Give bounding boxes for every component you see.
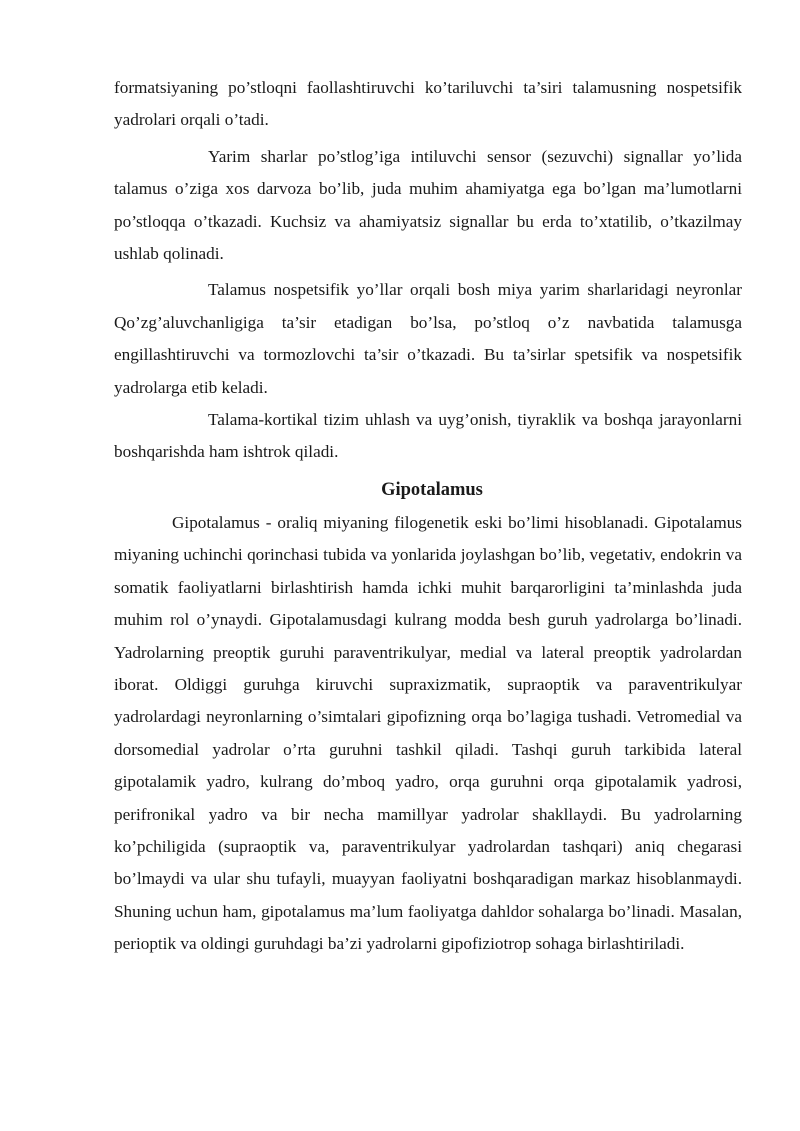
document-page <box>114 72 742 961</box>
paragraph-thalamocortical-system: Talama-kortikal tizim uhlash va uyg’onish, tiyraklik va boshqa jarayonlarni boshqarishda ham ishtrok qiladi. <box>114 410 742 462</box>
paragraph-sensor-signals: Yarim sharlar po’stlog’iga intiluvchi sensor (sezuvchi) signallar yo’lida talamus o’ziga xos darvoza bo’lib, juda muhim ahamiyatga ega bo’lgan ma’lumotlarni po’stloqqa o’tkazadi. Kuchsiz va ahamiyatsiz signallar bu erda to’xtatilib, o’tkazilmay ushlab qolinadi. <box>114 146 742 264</box>
paragraph-continuation: formatsiyaning po’stloqni faollashtiruvchi ko’tariluvchi ta’siri talamusning nospetsifik yadrolari orqali o’tadi. <box>114 78 742 130</box>
paragraph-hypothalamus: Gipotalamus - oraliq miyaning filogenetik eski bo’limi hisoblanadi. Gipotalamus miyaning uchinchi qorinchasi tubida va yonlarida joylashgan bo’lib, vegetativ, endokrin va somatik faoliyatlarni birlashtirish hamda ichki muhit barqarorligini ta’minlashda juda muhim rol o’ynaydi. Gipotalamusdagi kulrang modda besh guruh yadrolarga bo’linadi. Yadrolarning preoptik guruhi paraventrikulyar, medial va lateral preoptik yadrolardan iborat. Oldiggi guruhga kiruvchi supraxizmatik, supraoptik va paraventrikulyar yadrolardagi neyronlarning o’simtalari gipofizning orqa bo’lagiga tushadi. Vetromedial va dorsomedial yadrolar o’rta guruhni tashkil qiladi. Tashqi guruh tarkibida lateral gipotalamik yadro, kulrang do’mboq yadro, orqa guruhni orqa gipotalamik yadrosi, perifronikal yadro va bir necha mamillyar yadrolar shakllaydi. Bu yadrolarning ko’pchiligida (supraoptik va, paraventrikulyar yadrolardan tashqari) aniq chegarasi bo’lmaydi va ular shu tufayli, muayyan faoliyatni boshqaradigan markaz hisoblanmaydi. Shuning uchun ham, gipotalamus ma’lum faoliyatga dahldor sohalarga bo’linadi. Masalan, perioptik va oldingi guruhdagi ba’zi yadrolarni gipofiziotrop sohaga birlashtiriladi. <box>114 512 742 954</box>
section-heading: Gipotalamus <box>381 479 483 500</box>
paragraph-nonspecific-pathways: Talamus nospetsifik yo’llar orqali bosh miya yarim sharlaridagi neyronlar Qo’zg’aluvchanligiga ta’sir etadigan bo’lsa, po’stloq o’z navbatida talamusga engillashtiruvchi va tormozlovchi ta’sir o’tkazadi. Bu ta’sirlar spetsifik va nospetsifik yadrolarga etib keladi. <box>114 280 742 397</box>
